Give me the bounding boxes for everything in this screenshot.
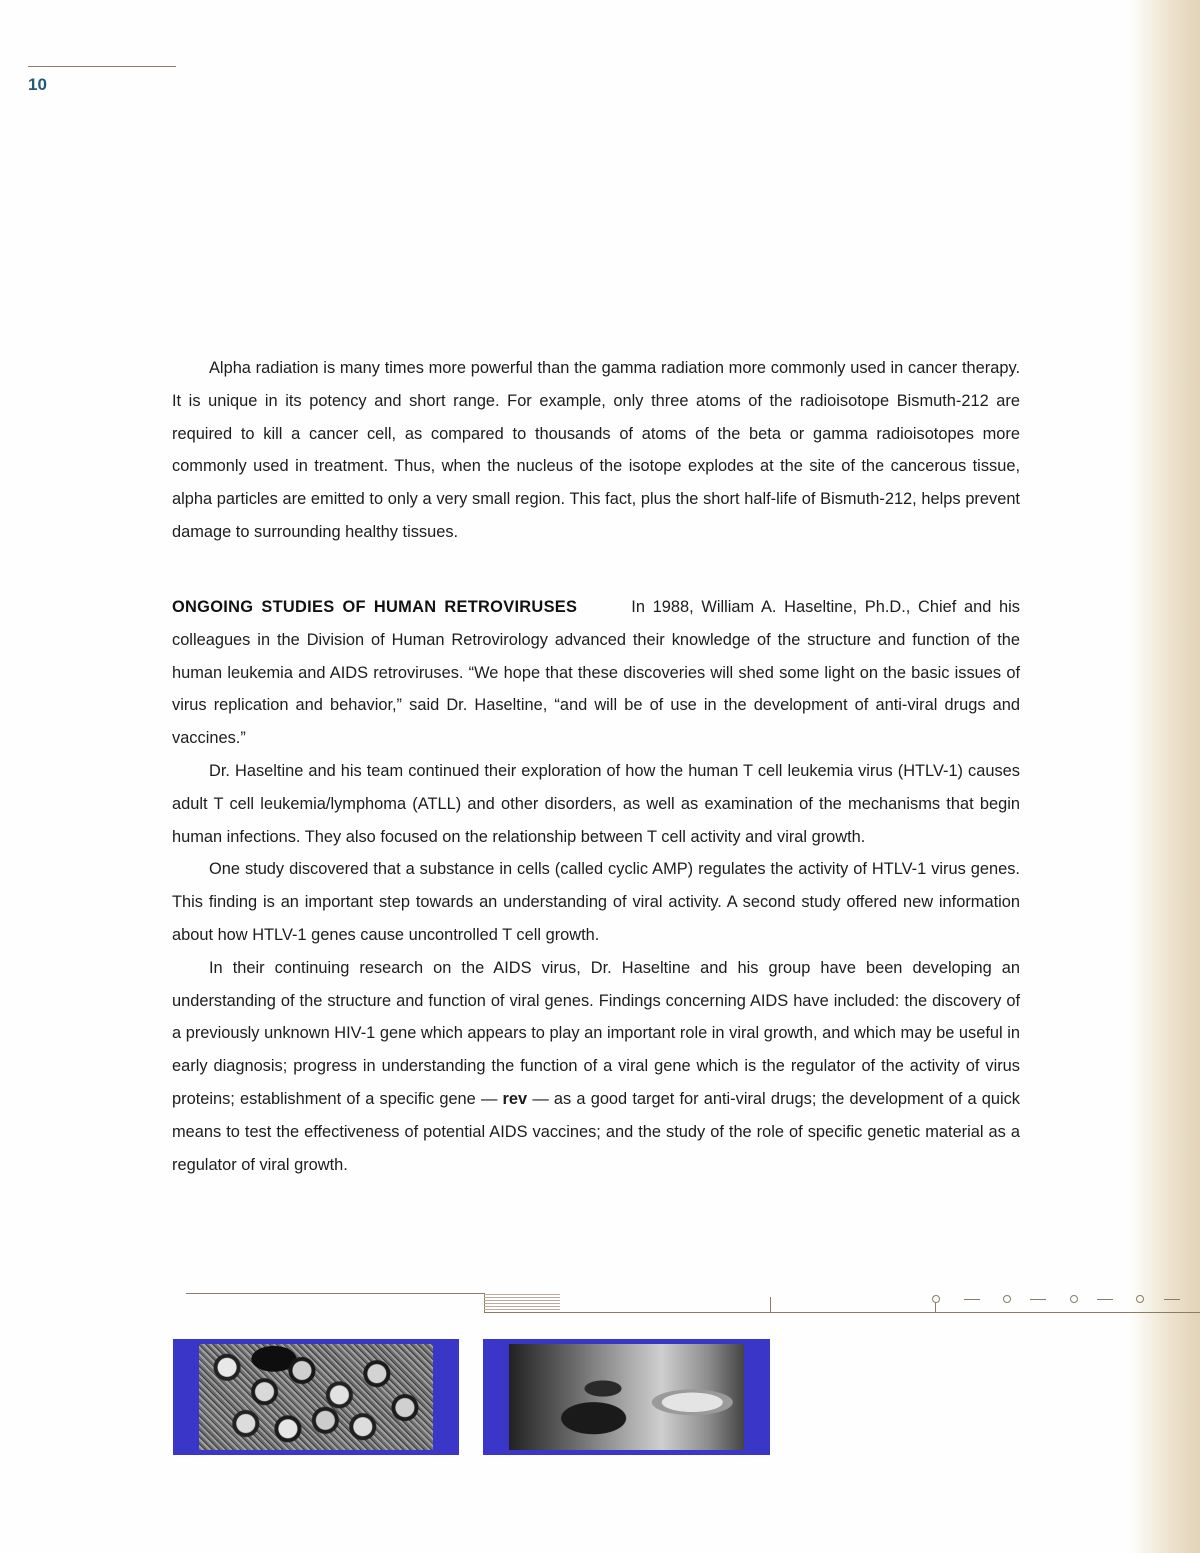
deco-dash <box>1164 1299 1180 1300</box>
paragraph-htlv-exploration: Dr. Haseltine and his team continued their exploration of how the human T cell leukemia virus (HTLV-1) causes adult T cell leukemia/lymphoma (ATLL) and other disorders, as well as examination of the mechanisms that begin human infections. They also focused on the relationship between T cell activity and viral growth. <box>172 761 1020 846</box>
rev-gene-term: rev <box>502 1089 528 1108</box>
retroviruses-section <box>172 591 1020 1181</box>
deco-circle <box>1136 1295 1144 1303</box>
deco-circle <box>1070 1295 1078 1303</box>
header-rule <box>28 66 176 67</box>
page-edge-shadow <box>1130 0 1200 1553</box>
researcher-microscope-photo <box>509 1344 744 1450</box>
photo-frame-culture-plate <box>173 1339 459 1455</box>
page-number: 10 <box>28 75 47 94</box>
deco-circle <box>932 1295 940 1303</box>
deco-rule-middle <box>484 1312 934 1313</box>
culture-plate-photo <box>199 1344 433 1450</box>
deco-dash <box>1030 1299 1046 1300</box>
photo-frame-researcher <box>483 1339 770 1455</box>
aids-text-before: In their continuing research on the AIDS virus, Dr. Haseltine and his group have been developing an understanding of the structure and function of viral genes. Findings concerning AIDS have included: the discovery of a previously unknown HIV-1 gene which appears to play an important role in viral growth, and which may be useful in early diagnosis; progress in understanding the function of a viral gene which is the regulator of the activity of virus proteins; establishment of a specific gene — <box>172 958 1020 1108</box>
deco-circle <box>1003 1295 1011 1303</box>
deco-dash <box>1097 1299 1113 1300</box>
section-heading: ONGOING STUDIES OF HUMAN RETROVIRUSES <box>172 598 578 616</box>
lead-text: In 1988, William A. Haseltine, Ph.D., Chief and his colleagues in the Division of Human Retrovirology advanced their knowledge of the structure and function of the human leukemia and AIDS retroviruses. “We hope that these discoveries will shed some light on the basic issues of virus replication and behavior,” said Dr. Haseltine, “and will be of use in the development of anti-viral drugs and vaccines.” <box>172 598 1020 748</box>
deco-tick <box>770 1297 771 1312</box>
intro-paragraph: Alpha radiation is many times more powerful than the gamma radiation more commonly used in cancer therapy. It is unique in its potency and short range. For example, only three atoms of the radioisotope Bismuth-212 are required to kill a cancer cell, as compared to thousands of atoms of the beta or gamma radioisotopes more commonly used in treatment. Thus, when the nucleus of the isotope explodes at the site of the cancerous tissue, alpha particles are emitted to only a very small region. This fact, plus the short half-life of Bismuth-212, helps prevent damage to surrounding healthy tissues. <box>172 359 1020 541</box>
deco-dash <box>964 1299 980 1300</box>
deco-rule-left <box>186 1293 484 1294</box>
intro-section <box>172 352 1020 549</box>
paragraph-aids-research <box>172 952 1020 1182</box>
deco-dot-stem <box>935 1303 936 1312</box>
section-lead-paragraph <box>172 591 1020 755</box>
deco-rule-right <box>934 1312 1200 1313</box>
deco-striped-block <box>484 1294 560 1312</box>
aids-text-after: — as a good target for anti-viral drugs; the development of a quick means to test the effectiveness of potential AIDS vaccines; and the study of the role of specific genetic material as a regulator of viral growth. <box>172 1089 1020 1174</box>
paragraph-cyclic-amp: One study discovered that a substance in cells (called cyclic AMP) regulates the activity of HTLV-1 virus genes. This finding is an important step towards an understanding of viral activity. A second study offered new information about how HTLV-1 genes cause uncontrolled T cell growth. <box>172 860 1020 944</box>
